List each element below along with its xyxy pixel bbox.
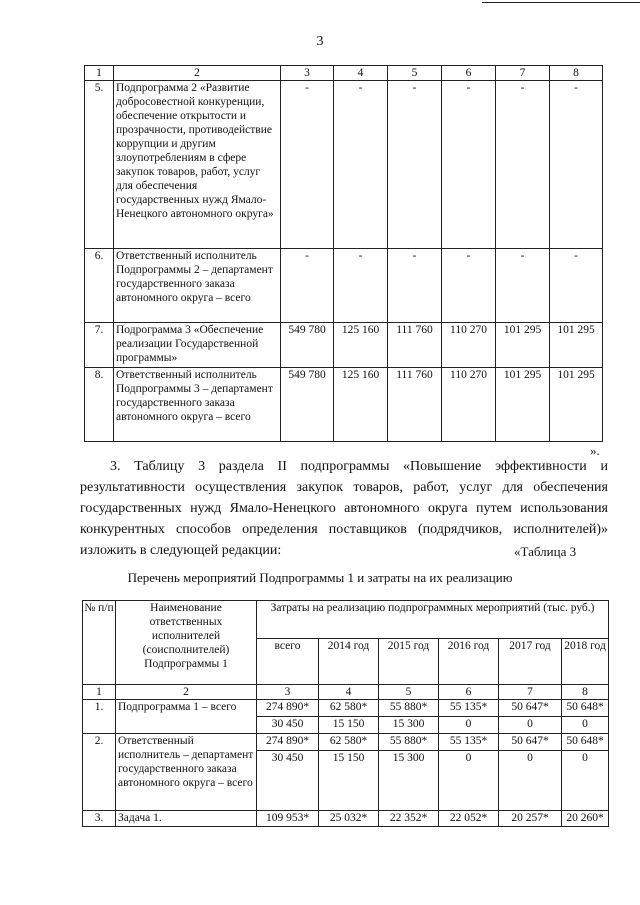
header-cell: 4 <box>334 66 388 81</box>
measures-table <box>82 600 609 827</box>
table-title: Перечень мероприятий Подпрограммы 1 и затраты на их реализацию <box>127 570 513 585</box>
value-cell: 22 052* <box>439 811 499 827</box>
value-cell: 15 300 <box>379 751 439 811</box>
value-cell: 20 257* <box>499 811 562 827</box>
row-name: Ответственный исполнитель Подпрограммы 3 – департамент государственного заказа автономного округа – всего <box>114 368 281 442</box>
header-name: Наименование ответственных исполнителей (соисполнителей) Подпрограммы 1 <box>116 601 257 685</box>
value-cell: - <box>388 81 442 249</box>
top-rule <box>482 2 640 3</box>
row-name: Ответственный исполнитель Подпрограммы 2 – департамент государственного заказа автономного округа – всего <box>114 249 281 323</box>
value-cell: 30 450 <box>257 751 319 811</box>
value-cell: 0 <box>499 751 562 811</box>
closing-quote: ». <box>590 443 600 458</box>
row-number: 3. <box>83 811 116 827</box>
funding-table-continued <box>84 65 603 442</box>
value-cell: - <box>550 81 603 249</box>
header-cell: 1 <box>85 66 114 81</box>
table-row <box>83 700 609 717</box>
table-row <box>85 323 603 368</box>
value-cell: 274 890* <box>257 734 319 751</box>
value-cell: 55 880* <box>379 734 439 751</box>
table-row <box>85 368 603 442</box>
value-cell: 15 300 <box>379 717 439 734</box>
header-cell: 5 <box>388 66 442 81</box>
value-cell: 110 270 <box>442 368 496 442</box>
header-cell: 7 <box>496 66 550 81</box>
value-cell: - <box>496 249 550 323</box>
row-number: 7. <box>85 323 114 368</box>
header-cell: 6 <box>442 66 496 81</box>
table-row <box>83 811 609 827</box>
value-cell: 50 648* <box>562 734 609 751</box>
page-number: 3 <box>316 34 324 49</box>
column-number-row <box>83 685 609 700</box>
value-cell: 549 780 <box>281 368 334 442</box>
value-cell: 110 270 <box>442 323 496 368</box>
row-name: Подпрограмма 1 – всего <box>116 700 257 734</box>
value-cell: - <box>281 249 334 323</box>
value-cell: 274 890* <box>257 700 319 717</box>
value-cell: 111 760 <box>388 323 442 368</box>
value-cell: - <box>442 81 496 249</box>
value-cell: 0 <box>562 717 609 734</box>
column-number: 6 <box>439 685 499 700</box>
value-cell: 50 647* <box>499 734 562 751</box>
value-cell: - <box>442 249 496 323</box>
value-cell: 109 953* <box>257 811 319 827</box>
value-cell: 20 260* <box>562 811 609 827</box>
header-cell: 8 <box>550 66 603 81</box>
header-cell: 3 <box>281 66 334 81</box>
value-cell: 15 150 <box>319 751 379 811</box>
column-number: 4 <box>319 685 379 700</box>
column-number: 3 <box>257 685 319 700</box>
table-header-row <box>85 66 603 81</box>
value-cell: - <box>550 249 603 323</box>
row-number: 1. <box>83 700 116 734</box>
row-name: Подрограмма 3 «Обеспечение реализации Государственной программы» <box>114 323 281 368</box>
header-num: № п/п <box>83 601 116 685</box>
row-number: 6. <box>85 249 114 323</box>
header-year: 2015 год <box>379 639 439 685</box>
column-number: 7 <box>499 685 562 700</box>
header-costs: Затраты на реализацию подпрограммных мероприятий (тыс. руб.) <box>257 601 609 639</box>
row-name: Задача 1. <box>116 811 257 827</box>
header-cell: 2 <box>114 66 281 81</box>
value-cell: 111 760 <box>388 368 442 442</box>
table-row <box>85 81 603 249</box>
value-cell: 62 580* <box>319 700 379 717</box>
value-cell: 125 160 <box>334 368 388 442</box>
table-row <box>85 249 603 323</box>
value-cell: - <box>496 81 550 249</box>
value-cell: 55 880* <box>379 700 439 717</box>
value-cell: 0 <box>439 751 499 811</box>
value-cell: 101 295 <box>496 323 550 368</box>
value-cell: - <box>334 249 388 323</box>
value-cell: - <box>281 81 334 249</box>
value-cell: 62 580* <box>319 734 379 751</box>
value-cell: 55 135* <box>439 700 499 717</box>
column-number: 5 <box>379 685 439 700</box>
value-cell: 101 295 <box>496 368 550 442</box>
value-cell: - <box>388 249 442 323</box>
value-cell: 50 648* <box>562 700 609 717</box>
value-cell: 549 780 <box>281 323 334 368</box>
row-name: Подпрограмма 2 «Развитие добросовестной конкуренции, обеспечение открытости и прозрачности, противодействие коррупции и другим злоупотреблениям в сфере закупок товаров, работ, услуг для обеспечения государственных нужд Ямало-Ненецкого автономного округа» <box>114 81 281 249</box>
row-number: 8. <box>85 368 114 442</box>
header-year: 2017 год <box>499 639 562 685</box>
column-number: 2 <box>116 685 257 700</box>
column-number: 1 <box>83 685 116 700</box>
value-cell: 22 352* <box>379 811 439 827</box>
value-cell: 101 295 <box>550 368 603 442</box>
row-number: 5. <box>85 81 114 249</box>
value-cell: 15 150 <box>319 717 379 734</box>
table-reference: «Таблица 3 <box>514 544 577 559</box>
table-row <box>83 734 609 751</box>
header-total: всего <box>257 639 319 685</box>
value-cell: 50 647* <box>499 700 562 717</box>
table-header-row <box>83 601 609 639</box>
value-cell: 25 032* <box>319 811 379 827</box>
value-cell: 101 295 <box>550 323 603 368</box>
value-cell: 0 <box>499 717 562 734</box>
row-name: Ответственный исполнитель – департамент государственного заказа автономного округа – всего <box>116 734 257 811</box>
value-cell: 125 160 <box>334 323 388 368</box>
value-cell: 30 450 <box>257 717 319 734</box>
column-number: 8 <box>562 685 609 700</box>
value-cell: 0 <box>439 717 499 734</box>
amendment-paragraph: 3. Таблицу 3 раздела II подпрограммы «Повышение эффективности и результативности осуществления закупок товаров, работ, услуг для обеспечения государственных нужд Ямало-Ненецкого автономного округа путем использования конкурентных способов определения поставщиков (подрядчиков, исполнителей)» изложить в следующей редакции: <box>80 459 608 558</box>
header-year: 2018 год <box>562 639 609 685</box>
value-cell: - <box>334 81 388 249</box>
header-year: 2014 год <box>319 639 379 685</box>
value-cell: 0 <box>562 751 609 811</box>
value-cell: 55 135* <box>439 734 499 751</box>
row-number: 2. <box>83 734 116 811</box>
header-year: 2016 год <box>439 639 499 685</box>
